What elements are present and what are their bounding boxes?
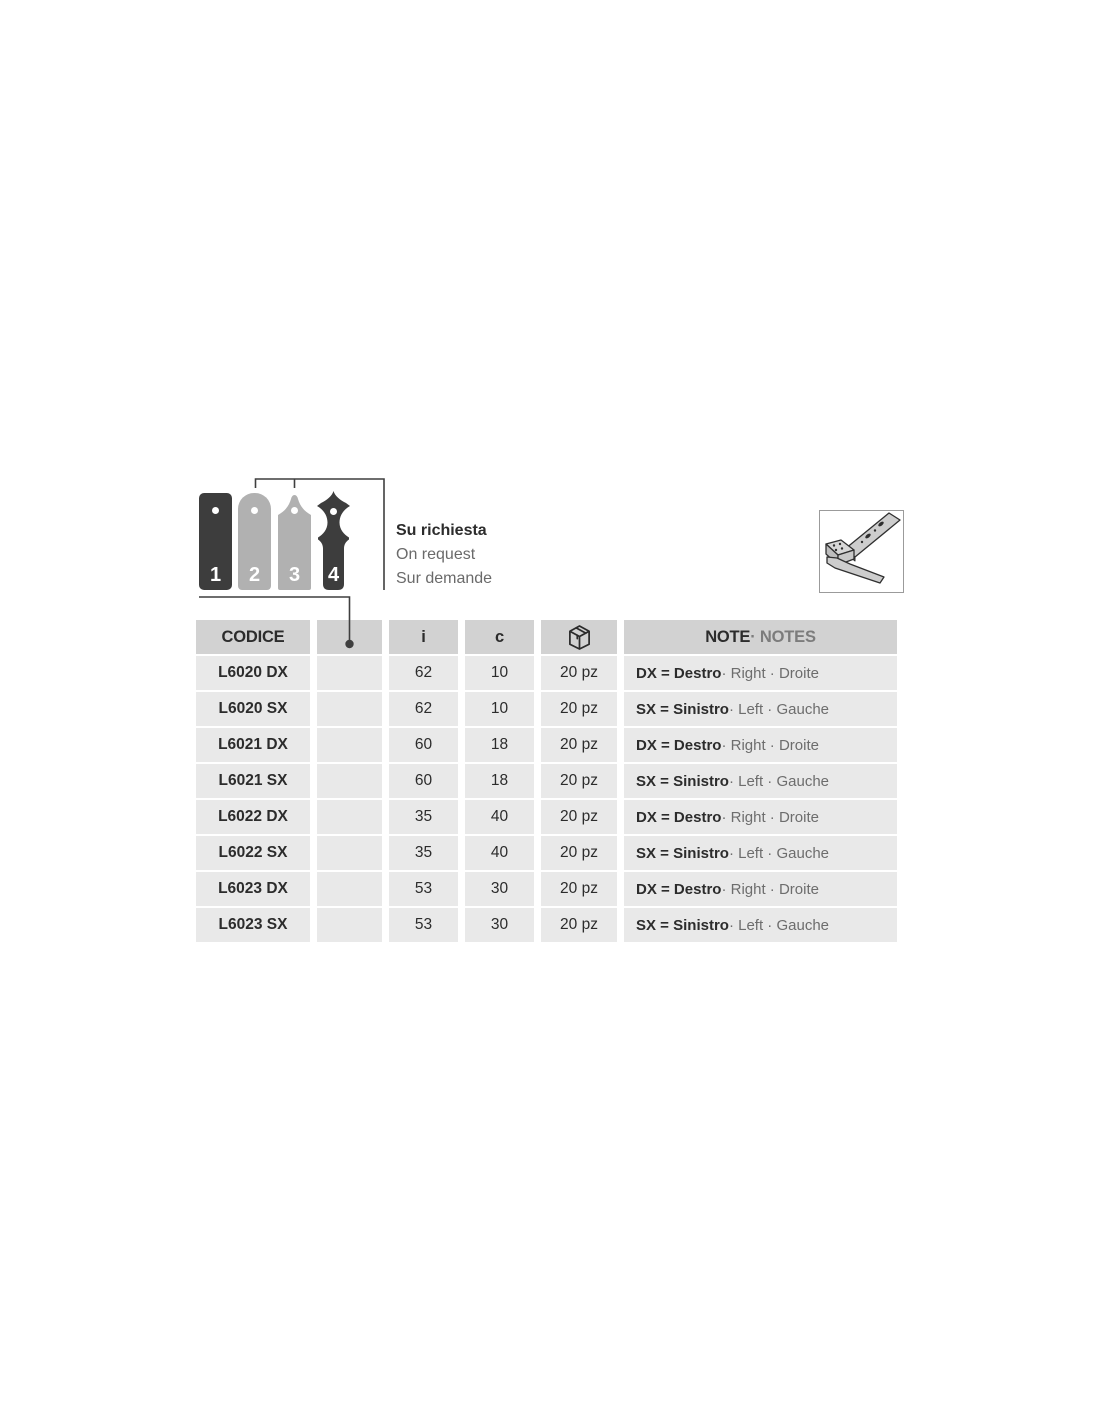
c-value-cell: 40 [465, 800, 534, 834]
linked-shapes-cell [317, 908, 382, 942]
shape-number: 1 [209, 564, 222, 586]
note-cell [624, 728, 897, 762]
product-drawing-box [819, 510, 904, 593]
notes-label: · NOTES [750, 627, 816, 646]
note-main-text: DX = Destro [636, 664, 722, 682]
linked-shapes-cell [317, 692, 382, 726]
codice-cell: L6022 SX [196, 836, 310, 870]
note-main-text: SX = Sinistro [636, 772, 729, 790]
note-translation-text: · Right · Droite [721, 880, 819, 898]
c-value-cell: 18 [465, 728, 534, 762]
i-value-cell: 53 [389, 908, 458, 942]
linked-shapes-cell [317, 800, 382, 834]
codice-cell: L6021 DX [196, 728, 310, 762]
codice-cell: L6022 DX [196, 800, 310, 834]
packaging-qty-cell: 20 pz [541, 800, 617, 834]
i-value-cell: 53 [389, 872, 458, 906]
note-translation-text: · Right · Droite [721, 664, 819, 682]
c-value-cell: 40 [465, 836, 534, 870]
note-cell [624, 656, 897, 690]
i-value-cell: 60 [389, 764, 458, 798]
strap-end-round-icon [238, 493, 271, 590]
linked-shapes-cell [317, 872, 382, 906]
c-value-cell: 18 [465, 764, 534, 798]
packaging-qty-cell: 20 pz [541, 872, 617, 906]
note-cell [624, 872, 897, 906]
strap-end-straight-icon [199, 493, 232, 590]
c-value-cell: 10 [465, 656, 534, 690]
note-translation-text: · Right · Droite [721, 808, 819, 826]
codice-cell: L6021 SX [196, 764, 310, 798]
mount-hole-dot [330, 508, 337, 515]
package-box-icon [567, 624, 592, 651]
note-main-text: DX = Destro [636, 808, 722, 826]
codice-cell: L6023 DX [196, 872, 310, 906]
note-translation-text: · Left · Gauche [728, 916, 830, 934]
note-main-text: DX = Destro [636, 736, 722, 754]
c-value-cell: 10 [465, 692, 534, 726]
packaging-qty-cell: 20 pz [541, 908, 617, 942]
codice-cell: L6020 DX [196, 656, 310, 690]
packaging-qty-cell: 20 pz [541, 656, 617, 690]
caption-it: Su richiesta [396, 522, 487, 539]
note-main-text: SX = Sinistro [636, 700, 729, 718]
caption-en: On request [396, 546, 476, 563]
packaging-qty-cell: 20 pz [541, 764, 617, 798]
strap-end-pointed-icon [278, 492, 311, 590]
hinge-strap-technical-drawing [820, 511, 903, 592]
note-cell [624, 836, 897, 870]
caption-fr: Sur demande [396, 570, 493, 587]
strap-end-ornate-icon [317, 491, 350, 590]
availability-caption [396, 519, 616, 591]
note-cell [624, 908, 897, 942]
i-value-cell: 35 [389, 800, 458, 834]
col-header-i: i [389, 620, 458, 654]
i-value-cell: 35 [389, 836, 458, 870]
col-header-linked-shapes [317, 620, 382, 654]
mount-hole-dot [251, 507, 258, 514]
product-table [196, 620, 897, 942]
linked-shapes-cell [317, 656, 382, 690]
c-value-cell: 30 [465, 908, 534, 942]
packaging-qty-cell: 20 pz [541, 692, 617, 726]
col-header-codice: CODICE [196, 620, 310, 654]
linked-shapes-cell [317, 836, 382, 870]
packaging-qty-cell: 20 pz [541, 836, 617, 870]
i-value-cell: 62 [389, 656, 458, 690]
note-label: NOTE [705, 627, 751, 646]
note-main-text: SX = Sinistro [636, 916, 729, 934]
i-value-cell: 62 [389, 692, 458, 726]
linked-shapes-cell [317, 728, 382, 762]
mount-hole-dot [291, 507, 298, 514]
col-header-packaging [541, 620, 617, 654]
codice-cell: L6023 SX [196, 908, 310, 942]
linked-shapes-cell [317, 764, 382, 798]
note-translation-text: · Right · Droite [721, 736, 819, 754]
shape-number: 4 [327, 564, 340, 586]
note-main-text: SX = Sinistro [636, 844, 729, 862]
col-header-c: c [465, 620, 534, 654]
i-value-cell: 60 [389, 728, 458, 762]
shape-number: 2 [248, 564, 261, 586]
packaging-qty-cell: 20 pz [541, 728, 617, 762]
mount-hole-dot [212, 507, 219, 514]
note-main-text: DX = Destro [636, 880, 722, 898]
codice-cell: L6020 SX [196, 692, 310, 726]
note-cell [624, 800, 897, 834]
note-translation-text: · Left · Gauche [728, 772, 830, 790]
note-translation-text: · Left · Gauche [728, 700, 830, 718]
shape-number: 3 [288, 564, 301, 586]
note-cell [624, 692, 897, 726]
c-value-cell: 30 [465, 872, 534, 906]
note-translation-text: · Left · Gauche [728, 844, 830, 862]
col-header-note [624, 620, 897, 654]
note-cell [624, 764, 897, 798]
